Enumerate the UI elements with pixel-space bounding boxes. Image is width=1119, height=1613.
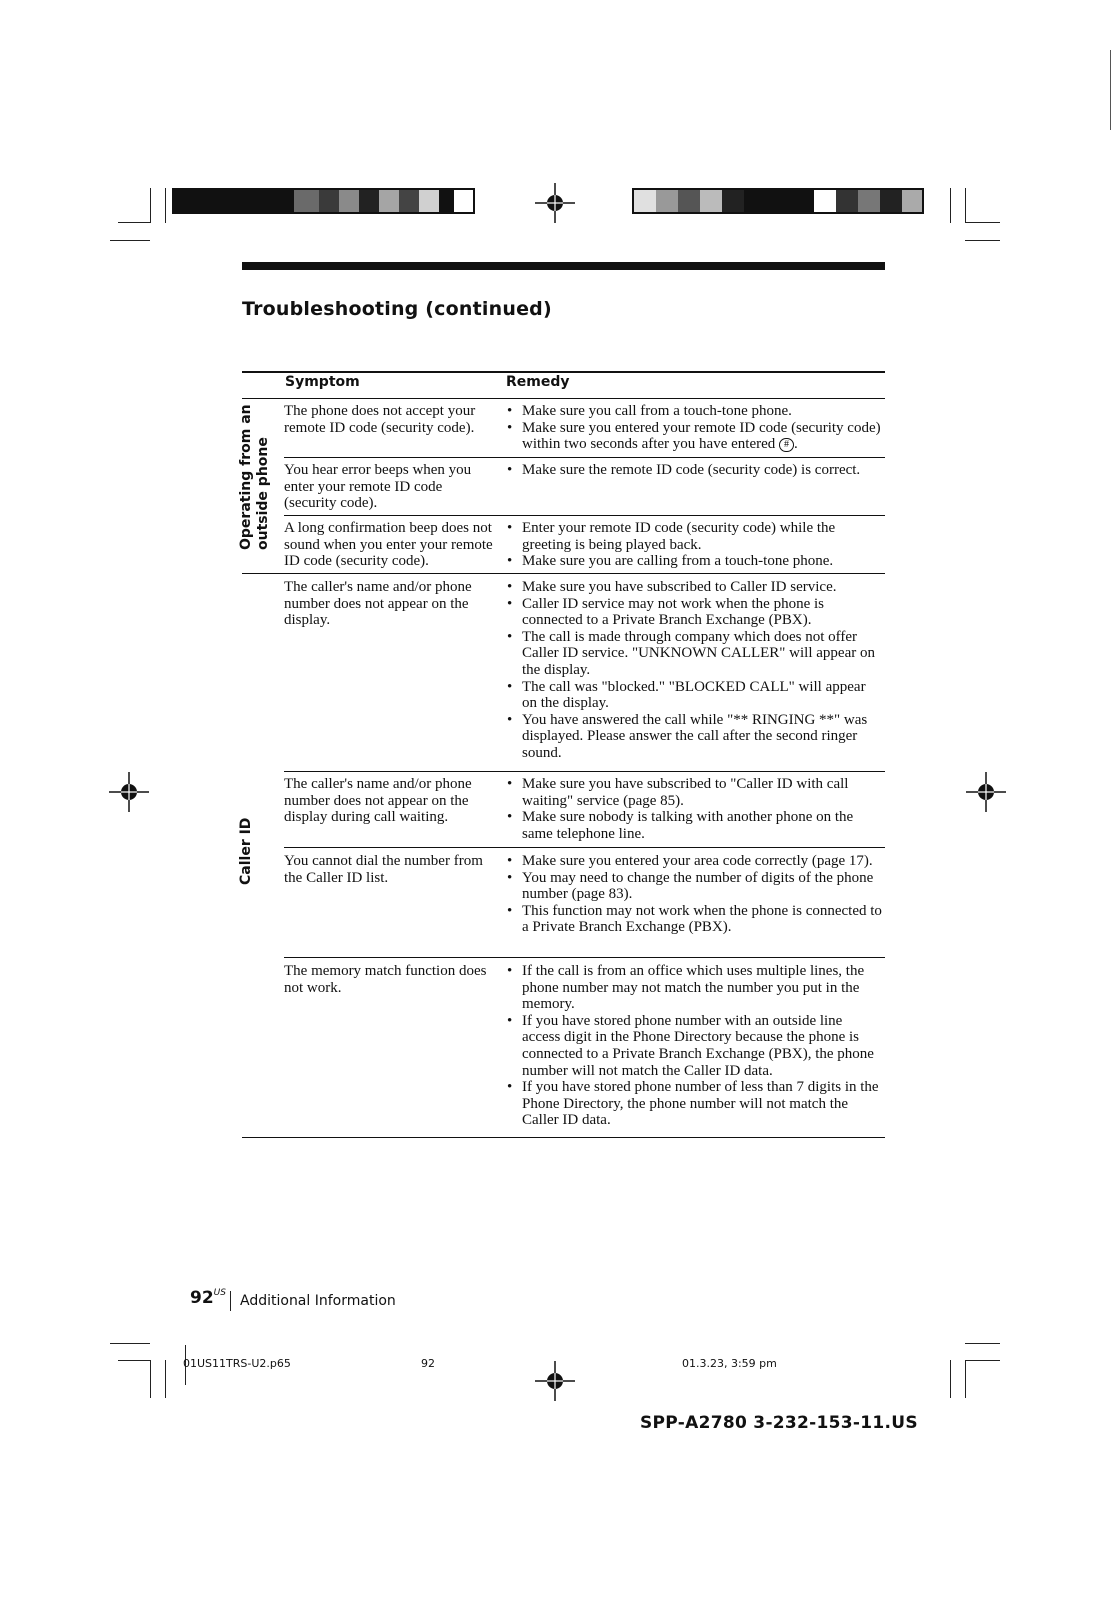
registration-bar-right — [632, 188, 924, 214]
binding-line — [1110, 50, 1111, 130]
file-page: 92 — [421, 1357, 435, 1370]
crop-mark — [110, 240, 150, 241]
symptom-cell: The phone does not accept your remote ID code (security code). — [284, 403, 476, 436]
remedy-item: • Make sure you call from a touch-tone phone. — [505, 403, 883, 420]
remedy-item: • Enter your remote ID code (security code) while the greeting is being played back. — [505, 520, 883, 553]
remedy-item: • If you have stored phone number with an outside line access digit in the Phone Directory because the phone is connected to a Private Branch Exchange (PBX), the phone number will not match the Caller ID data. — [505, 1013, 883, 1079]
crop-mark — [118, 1360, 151, 1361]
row-divider — [284, 771, 885, 772]
remedy-item: • Make sure you are calling from a touch-tone phone. — [505, 553, 883, 570]
symptom-cell: A long confirmation beep does not sound when you enter your remote ID code (security code). — [284, 520, 493, 570]
row-divider — [284, 847, 885, 848]
crop-mark — [150, 1360, 151, 1398]
section-label-caller-id: Caller ID — [238, 817, 254, 885]
footer-separator — [230, 1291, 231, 1311]
remedy-item: • This function may not work when the phone is connected to a Private Branch Exchange (PBX). — [505, 903, 883, 936]
remedy-item: • The call was "blocked." "BLOCKED CALL" will appear on the display. — [505, 679, 883, 712]
column-header-symptom: Symptom — [285, 374, 360, 390]
registration-crosshair-icon — [966, 772, 1006, 812]
crop-mark — [965, 1343, 1000, 1344]
crop-mark — [965, 188, 966, 223]
row-divider — [284, 515, 885, 516]
row-divider — [284, 957, 885, 958]
remedy-list — [505, 579, 883, 762]
table-header-rule — [242, 398, 885, 399]
footer-section-name: Additional Information — [240, 1293, 396, 1309]
registration-bar-left — [172, 188, 475, 214]
remedy-item: • If you have stored phone number of less than 7 digits in the Phone Directory, the phone number will not match the Caller ID data. — [505, 1079, 883, 1129]
remedy-item: • Caller ID service may not work when the phone is connected to a Private Branch Exchange (PBX). — [505, 596, 883, 629]
row-divider — [284, 457, 885, 458]
remedy-list — [505, 403, 883, 453]
remedy-item: • Make sure you entered your area code correctly (page 17). — [505, 853, 883, 870]
heading-rule — [242, 262, 885, 270]
remedy-list — [505, 462, 883, 479]
crop-mark — [118, 222, 151, 223]
remedy-item: • Make sure you have subscribed to Caller ID service. — [505, 579, 883, 596]
table-top-rule — [242, 371, 885, 373]
crop-mark — [965, 1360, 1000, 1361]
symptom-cell: You cannot dial the number from the Caller ID list. — [284, 853, 483, 886]
remedy-item: • If the call is from an office which uses multiple lines, the phone number may not match the number you put in the memory. — [505, 963, 883, 1013]
remedy-item: • The call is made through company which does not offer Caller ID service. "UNKNOWN CALLER" will appear on the display. — [505, 629, 883, 679]
column-header-remedy: Remedy — [506, 374, 570, 390]
remedy-item: • Make sure the remote ID code (security code) is correct. — [505, 462, 883, 479]
crop-mark — [965, 1360, 966, 1398]
file-name: 01US11TRS-U2.p65 — [183, 1357, 291, 1370]
remedy-list — [505, 853, 883, 936]
section-label-outside-phone: Operating from an outside phone — [238, 404, 271, 550]
symptom-cell: The memory match function does not work. — [284, 963, 487, 996]
registration-crosshair-icon — [535, 1361, 575, 1401]
crop-mark — [110, 1343, 150, 1344]
remedy-item: • Make sure you entered your remote ID code (security code) within two seconds after you have entered # . — [505, 420, 883, 453]
crop-mark — [950, 1360, 951, 1398]
remedy-list — [505, 520, 883, 570]
hash-key-icon: # — [779, 438, 794, 452]
table-bottom-rule — [242, 1137, 885, 1138]
section-divider — [242, 573, 885, 574]
symptom-cell: You hear error beeps when you enter your remote ID code (security code). — [284, 462, 472, 512]
model-code: SPP-A2780 3-232-153-11.US — [640, 1413, 918, 1433]
crop-mark — [965, 240, 1000, 241]
page-number: $92^{US}$ — [190, 1288, 226, 1308]
crop-mark — [165, 1360, 166, 1398]
crop-mark — [150, 188, 151, 223]
remedy-list — [505, 963, 883, 1129]
symptom-cell: The caller's name and/or phone number does not appear on the display. — [284, 579, 472, 629]
crop-mark — [165, 188, 166, 223]
remedy-item: • Make sure nobody is talking with another phone on the same telephone line. — [505, 809, 883, 842]
registration-crosshair-icon — [535, 183, 575, 223]
symptom-cell: The caller's name and/or phone number does not appear on the display during call waiting. — [284, 776, 472, 826]
crop-mark — [965, 222, 1000, 223]
print-timestamp: 01.3.23, 3:59 pm — [682, 1357, 777, 1370]
crop-mark — [950, 188, 951, 223]
registration-crosshair-icon — [109, 772, 149, 812]
remedy-item: • You have answered the call while "** RINGING **" was displayed. Please answer the call after the second ringer sound. — [505, 712, 883, 762]
remedy-item: • Make sure you have subscribed to "Caller ID with call waiting" service (page 85). — [505, 776, 883, 809]
page-title: Troubleshooting (continued) — [242, 298, 552, 320]
remedy-item: • You may need to change the number of digits of the phone number (page 83). — [505, 870, 883, 903]
remedy-list — [505, 776, 883, 842]
